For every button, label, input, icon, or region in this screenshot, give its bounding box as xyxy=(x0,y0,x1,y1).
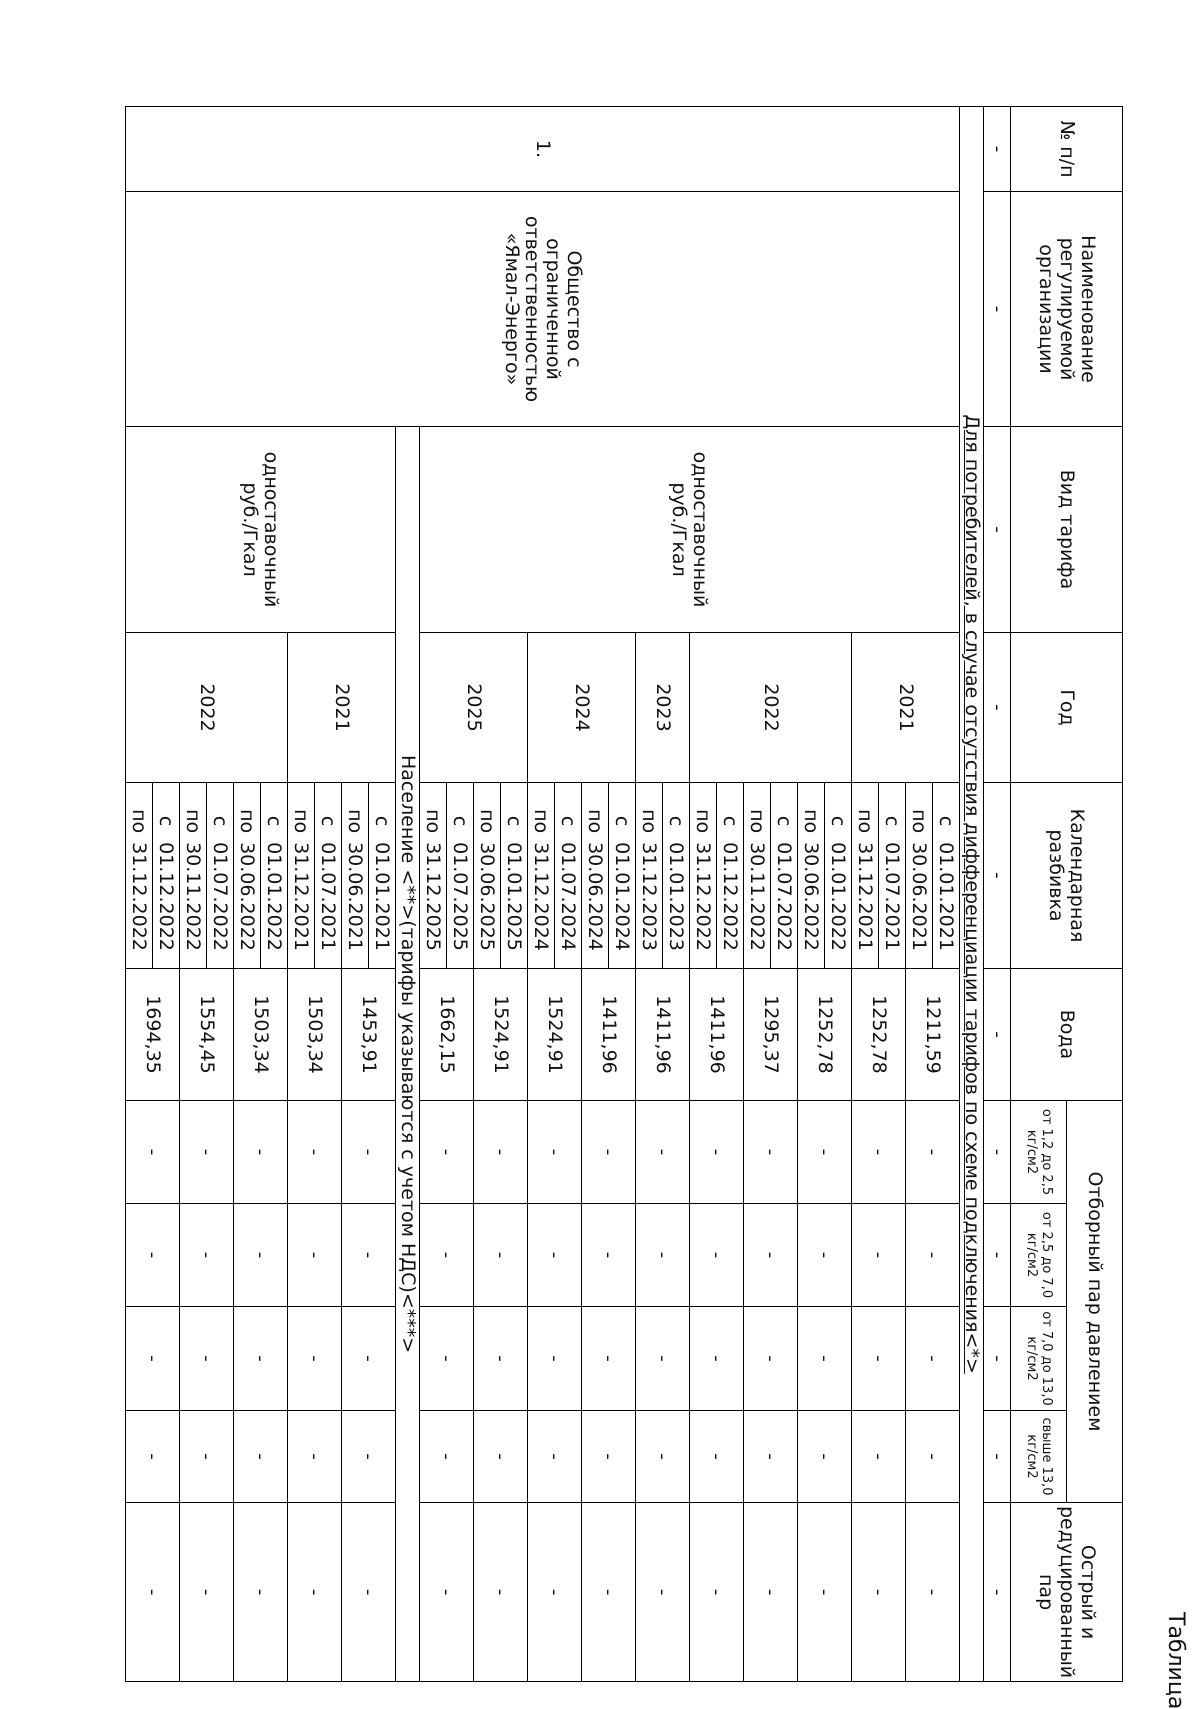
dash-cell: - xyxy=(582,1503,636,1682)
period-prefix: по xyxy=(344,809,367,834)
period-prefix: с xyxy=(155,815,178,827)
dash-cell: - xyxy=(288,1307,342,1411)
dash-cell: - xyxy=(798,1503,852,1682)
period-cell xyxy=(933,783,960,969)
header-type: Вид тарифа xyxy=(1011,427,1123,633)
period-cell xyxy=(852,783,879,969)
period-prefix: по xyxy=(908,809,931,834)
period-prefix: по xyxy=(476,809,499,834)
dash-cell: - xyxy=(906,1204,960,1307)
table-caption: Таблица xyxy=(1163,1612,1188,1709)
dash-cell: - xyxy=(744,1411,798,1503)
dash-cell: - xyxy=(798,1411,852,1503)
period-prefix: с xyxy=(317,815,340,827)
header-org: Наименование регулируемой организации xyxy=(1011,192,1123,427)
period-prefix: с xyxy=(827,815,850,827)
dash-cell: - xyxy=(852,1503,906,1682)
dash-cell: - xyxy=(234,1411,288,1503)
year-cell: 2024 xyxy=(528,633,636,783)
dash-cell: - xyxy=(852,1101,906,1204)
dash-cell: - xyxy=(582,1101,636,1204)
dash-cell: - xyxy=(342,1101,396,1204)
period-cell xyxy=(555,783,582,969)
period-cell xyxy=(474,783,501,969)
dash-cell: - xyxy=(180,1204,234,1307)
water-tariff: 1662,15 xyxy=(420,969,474,1101)
period-date: 30.06.2025 xyxy=(476,842,499,951)
dash-cell: - xyxy=(984,1503,1011,1682)
period-date: 01.01.2021 xyxy=(371,842,394,951)
period-cell xyxy=(153,783,180,969)
period-date: 30.11.2022 xyxy=(182,842,205,951)
dash-cell: - xyxy=(852,1204,906,1307)
period-prefix: по xyxy=(746,809,769,834)
dash-cell: - xyxy=(420,1307,474,1411)
period-prefix: по xyxy=(236,809,259,834)
period-date: 31.12.2021 xyxy=(854,842,877,951)
dash-cell: - xyxy=(528,1503,582,1682)
period-date: 30.06.2021 xyxy=(344,842,367,951)
period-date: 01.07.2022 xyxy=(773,842,796,951)
period-cell xyxy=(501,783,528,969)
header-steam-1: от 1,2 до 2,5 кг/см2 xyxy=(1011,1101,1067,1204)
dash-cell: - xyxy=(582,1204,636,1307)
water-tariff: 1503,34 xyxy=(234,969,288,1101)
dash-cell: - xyxy=(906,1411,960,1503)
period-cell xyxy=(315,783,342,969)
period-prefix: с xyxy=(503,815,526,827)
water-tariff: 1524,91 xyxy=(528,969,582,1101)
dash-cell: - xyxy=(474,1204,528,1307)
water-tariff: 1524,91 xyxy=(474,969,528,1101)
period-date: 01.07.2024 xyxy=(557,842,580,951)
dash-cell: - xyxy=(342,1307,396,1411)
dash-cell: - xyxy=(528,1101,582,1204)
period-prefix: по xyxy=(530,809,553,834)
period-prefix: с xyxy=(881,815,904,827)
dash-cell: - xyxy=(474,1307,528,1411)
period-date: 01.12.2022 xyxy=(719,842,742,951)
section-title: Для потребителей, в случае отсутствия дифференциации тарифов по схеме подключения<*> xyxy=(960,107,984,1682)
dash-cell: - xyxy=(288,1411,342,1503)
dash-cell: - xyxy=(984,107,1011,192)
dash-cell: - xyxy=(636,1307,690,1411)
period-cell xyxy=(609,783,636,969)
tariff-type: одноставочный руб./Гкал xyxy=(420,427,960,633)
dash-cell: - xyxy=(288,1204,342,1307)
dash-cell: - xyxy=(984,1411,1011,1503)
period-prefix: по xyxy=(800,809,823,834)
dash-cell: - xyxy=(528,1204,582,1307)
period-prefix: с xyxy=(935,815,958,827)
period-cell xyxy=(261,783,288,969)
dash-cell: - xyxy=(636,1204,690,1307)
period-cell xyxy=(825,783,852,969)
period-prefix: с xyxy=(665,815,688,827)
dash-cell: - xyxy=(528,1411,582,1503)
period-cell xyxy=(582,783,609,969)
header-water: Вода xyxy=(1011,969,1123,1101)
dash-cell: - xyxy=(342,1204,396,1307)
year-cell: 2022 xyxy=(690,633,852,783)
period-date: 01.01.2021 xyxy=(935,842,958,951)
period-date: 01.07.2021 xyxy=(881,842,904,951)
dash-cell: - xyxy=(798,1307,852,1411)
dash-cell: - xyxy=(744,1503,798,1682)
header-steam-4: свыше 13,0 кг/см2 xyxy=(1011,1411,1067,1503)
period-cell xyxy=(771,783,798,969)
period-cell xyxy=(798,783,825,969)
period-prefix: по xyxy=(638,809,661,834)
dash-cell: - xyxy=(690,1204,744,1307)
dash-cell: - xyxy=(126,1411,180,1503)
period-prefix: по xyxy=(128,809,151,834)
year-cell: 2023 xyxy=(636,633,690,783)
dash-cell: - xyxy=(420,1101,474,1204)
dash-cell: - xyxy=(420,1411,474,1503)
period-prefix: с xyxy=(557,815,580,827)
period-cell xyxy=(744,783,771,969)
water-tariff: 1252,78 xyxy=(852,969,906,1101)
dash-cell: - xyxy=(288,1503,342,1682)
period-cell xyxy=(447,783,474,969)
dash-cell: - xyxy=(984,192,1011,427)
dash-cell: - xyxy=(984,633,1011,783)
period-cell xyxy=(342,783,369,969)
organization-name: Общество с ограниченной ответственностью «Ямал-Энерго» xyxy=(126,192,960,427)
period-cell xyxy=(288,783,315,969)
period-prefix: с xyxy=(611,815,634,827)
dash-cell: - xyxy=(852,1307,906,1411)
dash-cell: - xyxy=(690,1503,744,1682)
dash-cell: - xyxy=(288,1101,342,1204)
year-cell: 2025 xyxy=(420,633,528,783)
dash-cell: - xyxy=(744,1204,798,1307)
period-prefix: с xyxy=(263,815,286,827)
period-date: 01.01.2025 xyxy=(503,842,526,951)
period-date: 01.01.2023 xyxy=(665,842,688,951)
dash-cell: - xyxy=(798,1204,852,1307)
row-number: 1. xyxy=(126,107,960,192)
tariff-type: одноставочный руб./Гкал xyxy=(126,427,396,633)
dash-cell: - xyxy=(906,1101,960,1204)
period-prefix: с xyxy=(719,815,742,827)
water-tariff: 1411,96 xyxy=(690,969,744,1101)
dash-cell: - xyxy=(126,1204,180,1307)
period-date: 30.06.2024 xyxy=(584,842,607,951)
dash-cell: - xyxy=(234,1307,288,1411)
period-date: 01.07.2021 xyxy=(317,842,340,951)
header-sharp-steam: Острый и редуцированный пар xyxy=(1011,1503,1123,1682)
year-cell: 2022 xyxy=(126,633,288,783)
dash-cell: - xyxy=(234,1101,288,1204)
dash-cell: - xyxy=(798,1101,852,1204)
period-cell xyxy=(717,783,744,969)
dash-cell: - xyxy=(474,1411,528,1503)
header-steam-3: от 7,0 до 13,0 кг/см2 xyxy=(1011,1307,1067,1411)
period-cell xyxy=(690,783,717,969)
period-prefix: с xyxy=(209,815,232,827)
period-cell xyxy=(879,783,906,969)
dash-cell: - xyxy=(690,1307,744,1411)
period-prefix: по xyxy=(182,809,205,834)
period-prefix: по xyxy=(692,809,715,834)
dash-cell: - xyxy=(984,1101,1011,1204)
period-cell xyxy=(663,783,690,969)
water-tariff: 1694,35 xyxy=(126,969,180,1101)
period-date: 31.12.2025 xyxy=(422,842,445,951)
dash-cell: - xyxy=(984,427,1011,633)
dash-cell: - xyxy=(984,1204,1011,1307)
water-tariff: 1295,37 xyxy=(744,969,798,1101)
period-date: 01.01.2022 xyxy=(827,842,850,951)
dash-cell: - xyxy=(528,1307,582,1411)
period-date: 01.01.2024 xyxy=(611,842,634,951)
dash-cell: - xyxy=(984,1307,1011,1411)
period-cell xyxy=(528,783,555,969)
dash-cell: - xyxy=(126,1307,180,1411)
dash-cell: - xyxy=(690,1411,744,1503)
dash-cell: - xyxy=(180,1101,234,1204)
period-cell xyxy=(906,783,933,969)
dash-cell: - xyxy=(420,1503,474,1682)
dash-cell: - xyxy=(342,1503,396,1682)
header-steam-group: Отборный пар давлением xyxy=(1067,1101,1123,1503)
period-date: 30.06.2022 xyxy=(236,842,259,951)
water-tariff: 1411,96 xyxy=(582,969,636,1101)
dash-cell: - xyxy=(474,1101,528,1204)
dash-cell: - xyxy=(582,1411,636,1503)
water-tariff: 1453,91 xyxy=(342,969,396,1101)
period-prefix: с xyxy=(449,815,472,827)
tariff-body xyxy=(126,107,984,1682)
dash-cell: - xyxy=(234,1204,288,1307)
period-cell xyxy=(180,783,207,969)
period-cell xyxy=(369,783,396,969)
dash-cell: - xyxy=(744,1307,798,1411)
tariff-table xyxy=(125,106,1123,1682)
header-steam-2: от 2,5 до 7,0 кг/см2 xyxy=(1011,1204,1067,1307)
water-tariff: 1252,78 xyxy=(798,969,852,1101)
period-cell xyxy=(420,783,447,969)
dash-cell: - xyxy=(636,1503,690,1682)
period-date: 01.07.2022 xyxy=(209,842,232,951)
header-year: Год xyxy=(1011,633,1123,783)
dash-cell: - xyxy=(744,1101,798,1204)
dash-cell: - xyxy=(906,1307,960,1411)
dash-cell: - xyxy=(342,1411,396,1503)
year-cell: 2021 xyxy=(852,633,960,783)
dash-cell: - xyxy=(474,1503,528,1682)
period-date: 31.12.2023 xyxy=(638,842,661,951)
dash-cell: - xyxy=(636,1411,690,1503)
dash-cell: - xyxy=(852,1411,906,1503)
dash-cell: - xyxy=(180,1411,234,1503)
period-date: 01.01.2022 xyxy=(263,842,286,951)
dash-cell: - xyxy=(180,1503,234,1682)
dash-cell: - xyxy=(420,1204,474,1307)
dash-cell: - xyxy=(126,1101,180,1204)
section-title: Население <**>(тарифы указываются с учетом НДС)<***> xyxy=(396,427,420,1682)
period-date: 31.12.2021 xyxy=(290,842,313,951)
dash-cell: - xyxy=(582,1307,636,1411)
period-cell xyxy=(636,783,663,969)
dash-cell: - xyxy=(984,783,1011,969)
period-prefix: по xyxy=(584,809,607,834)
period-date: 31.12.2024 xyxy=(530,842,553,951)
table-row xyxy=(933,107,960,1682)
header-num: № п/п xyxy=(1011,107,1123,192)
dash-cell: - xyxy=(234,1503,288,1682)
dash-cell: - xyxy=(636,1101,690,1204)
water-tariff: 1554,45 xyxy=(180,969,234,1101)
period-cell xyxy=(207,783,234,969)
period-cell xyxy=(234,783,261,969)
period-cell xyxy=(126,783,153,969)
period-prefix: по xyxy=(422,809,445,834)
period-date: 30.11.2022 xyxy=(746,842,769,951)
year-cell: 2021 xyxy=(288,633,396,783)
period-date: 01.07.2025 xyxy=(449,842,472,951)
period-prefix: с xyxy=(773,815,796,827)
dash-cell: - xyxy=(690,1101,744,1204)
period-prefix: с xyxy=(371,815,394,827)
dash-cell: - xyxy=(180,1307,234,1411)
period-date: 30.06.2021 xyxy=(908,842,931,951)
dash-cell: - xyxy=(126,1503,180,1682)
period-prefix: по xyxy=(290,809,313,834)
dash-cell: - xyxy=(906,1503,960,1682)
period-date: 31.12.2022 xyxy=(128,842,151,951)
header-period: Календарная разбивка xyxy=(1011,783,1123,969)
water-tariff: 1211,59 xyxy=(906,969,960,1101)
dash-cell: - xyxy=(984,969,1011,1101)
period-date: 30.06.2022 xyxy=(800,842,823,951)
period-prefix: по xyxy=(854,809,877,834)
water-tariff: 1503,34 xyxy=(288,969,342,1101)
period-date: 01.12.2022 xyxy=(155,842,178,951)
water-tariff: 1411,96 xyxy=(636,969,690,1101)
period-date: 31.12.2022 xyxy=(692,842,715,951)
